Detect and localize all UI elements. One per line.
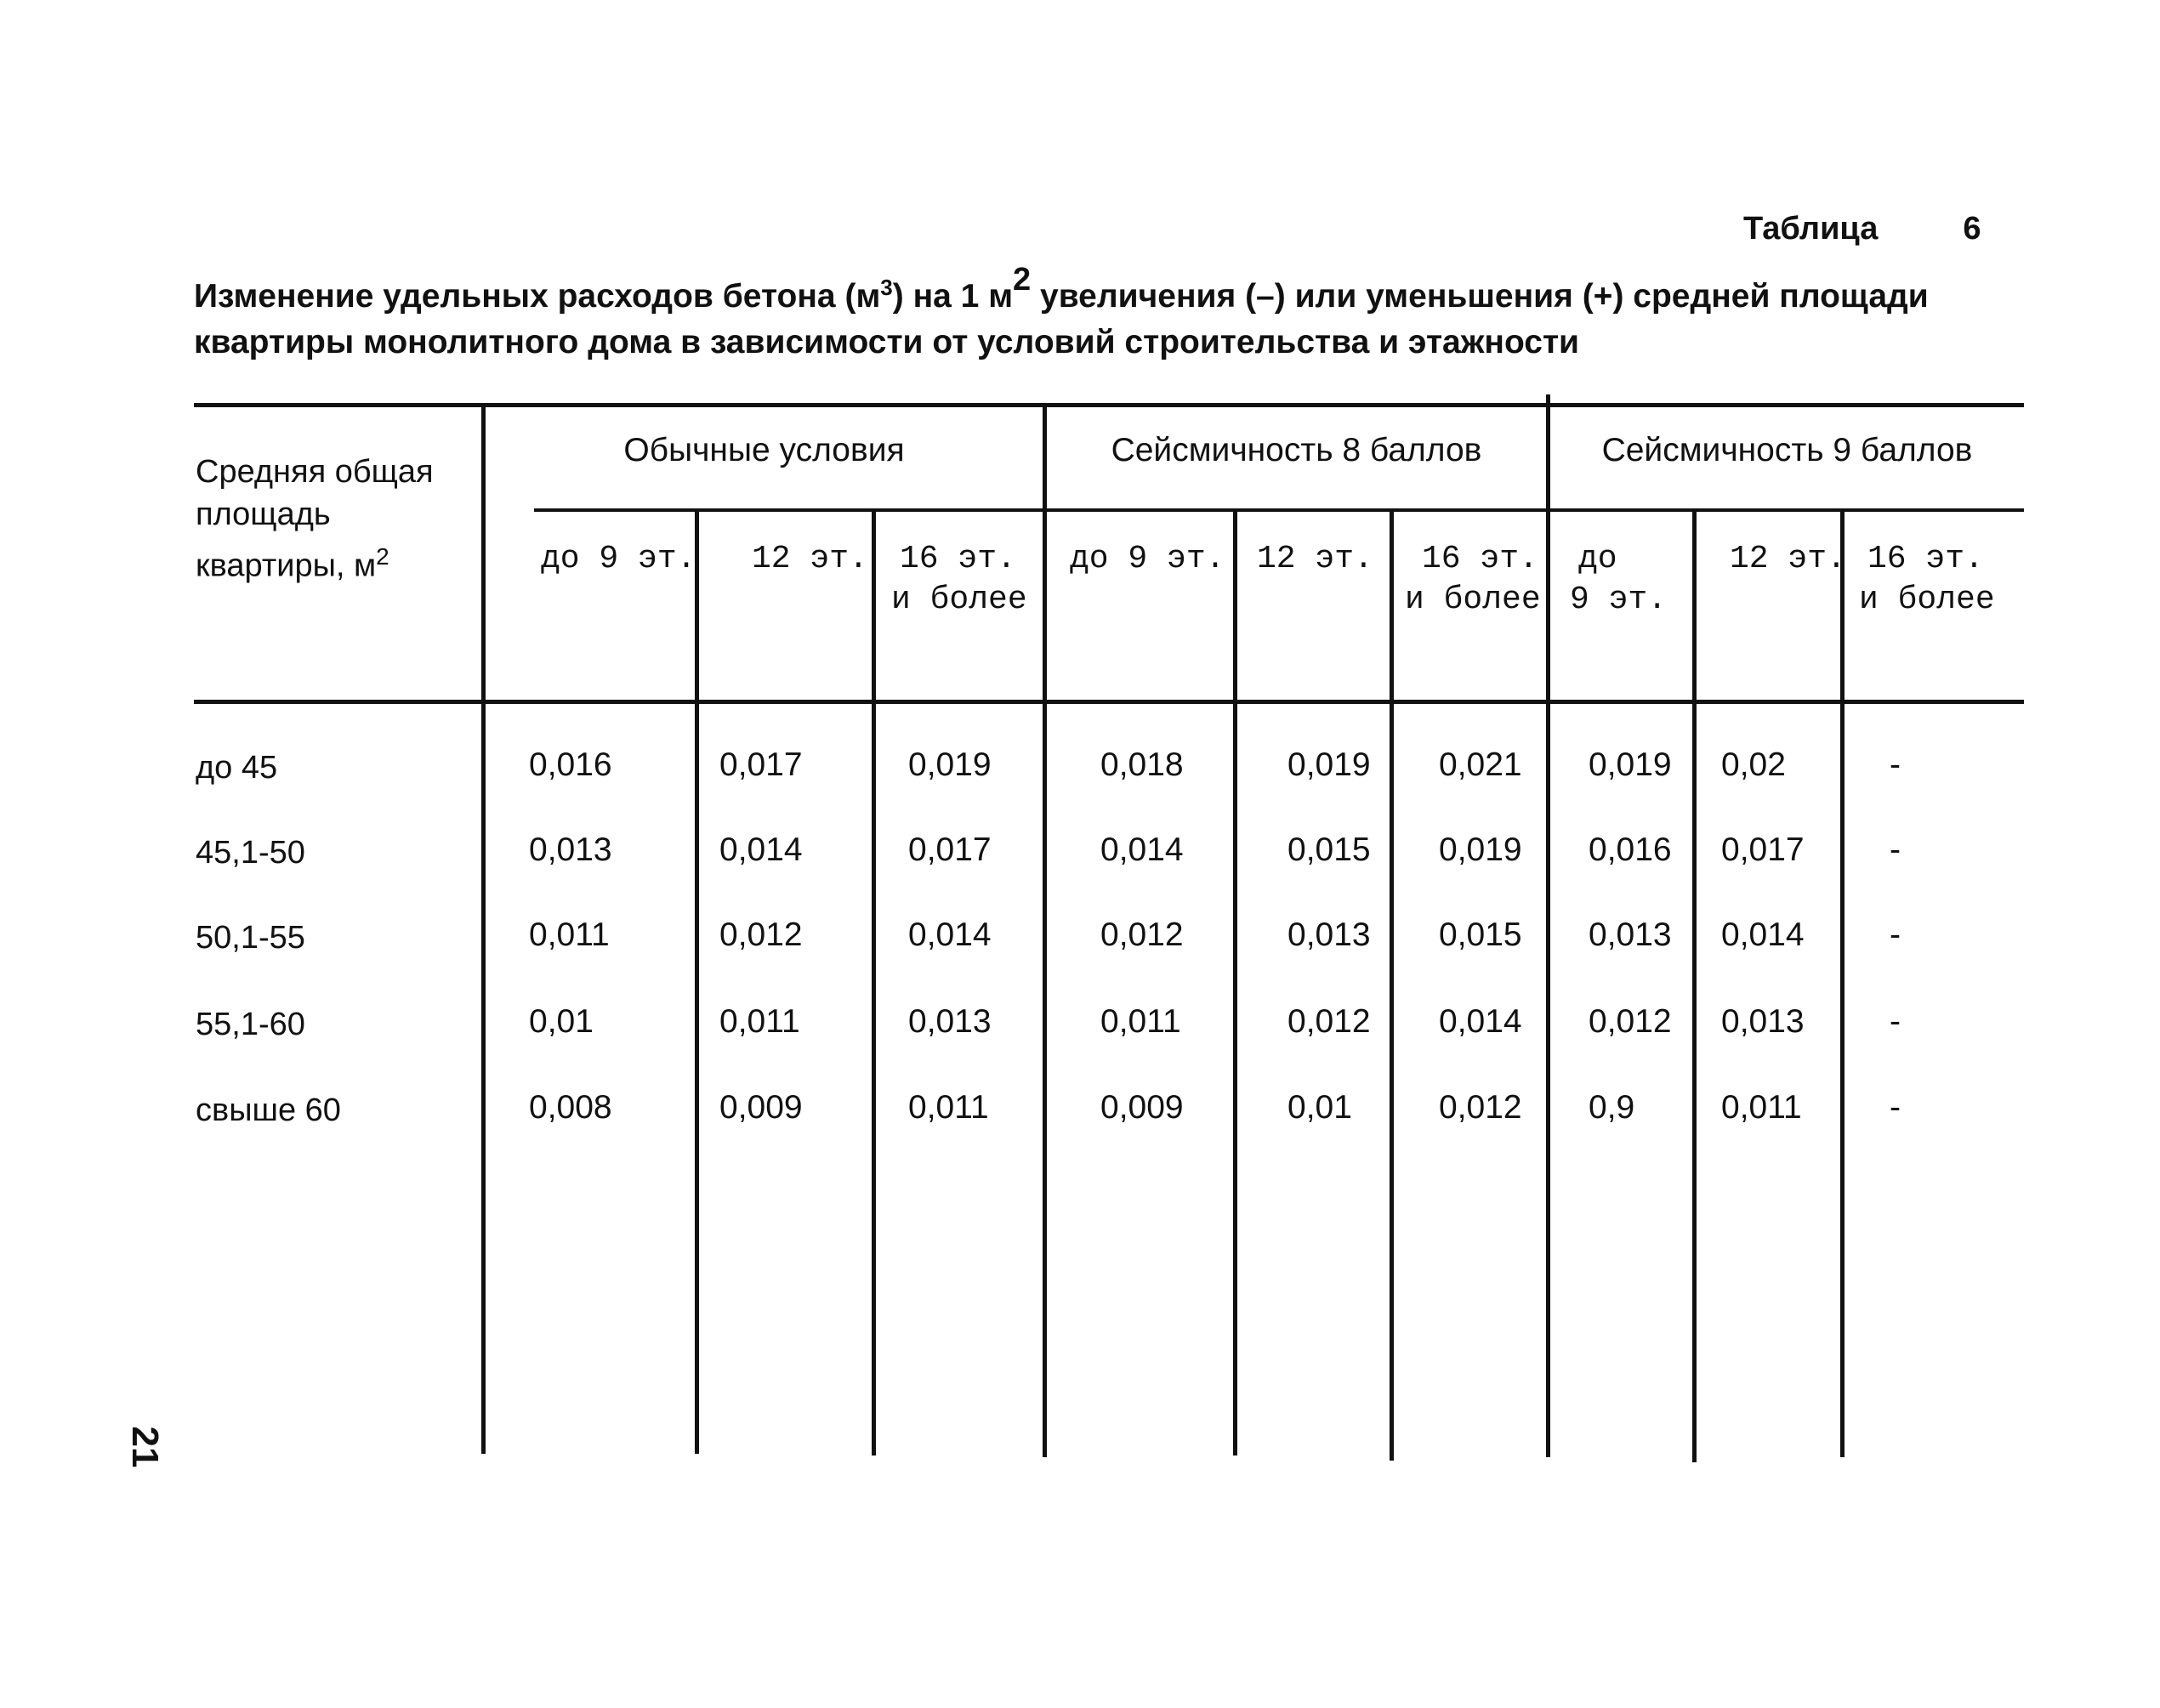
table-cell: 0,014 xyxy=(1721,916,1805,953)
table-cell: 0,013 xyxy=(1287,916,1371,953)
table-cell: 0,01 xyxy=(1287,1089,1352,1126)
group-header-rule xyxy=(534,508,2024,512)
table-cell: 0,01 xyxy=(529,1003,594,1040)
col-rule-7 xyxy=(1692,512,1697,1462)
table-cell: 0,009 xyxy=(719,1089,803,1126)
table-cell: 0,016 xyxy=(529,746,612,783)
table-cell: - xyxy=(1890,746,1901,783)
table-cell: - xyxy=(1890,831,1901,868)
table-cell: - xyxy=(1890,1089,1901,1126)
subheader-normal-16: 16 эт. и более xyxy=(891,541,1027,618)
table-cell: 0,012 xyxy=(1100,916,1184,953)
table-label xyxy=(1743,211,1981,247)
table-cell: 0,015 xyxy=(1287,831,1371,868)
table-cell: 0,014 xyxy=(1100,831,1184,868)
row-area-label: 50,1-55 xyxy=(196,920,305,956)
table-cell: 0,021 xyxy=(1439,746,1522,783)
table-cell: 0,013 xyxy=(908,1003,992,1040)
table-cell: 0,011 xyxy=(1100,1003,1181,1040)
table-cell: 0,012 xyxy=(1589,1003,1672,1040)
table-cell: 0,011 xyxy=(1721,1089,1802,1126)
table-cell: 0,011 xyxy=(719,1003,800,1040)
group-header-seismic-8: Сейсмичность 8 баллов xyxy=(1111,432,1482,468)
table-cell: 0,015 xyxy=(1439,916,1522,953)
table-cell: 0,019 xyxy=(1589,746,1672,783)
table-label-word: Таблица xyxy=(1743,211,1879,247)
page-number: 21 xyxy=(124,1426,166,1468)
subheader-seismic8-12: 12 эт. xyxy=(1257,541,1373,577)
table-cell: 0,016 xyxy=(1589,831,1672,868)
col-rule-group2 xyxy=(1546,394,1550,1457)
row-area-label: до 45 xyxy=(196,750,278,786)
subheader-seismic9-12: 12 эт. xyxy=(1730,541,1846,577)
row-area-label: 55,1-60 xyxy=(196,1007,305,1042)
table-cell: 0,02 xyxy=(1721,746,1786,783)
col-rule-4 xyxy=(1233,512,1237,1455)
table-cell: 0,014 xyxy=(908,916,992,953)
table-cell: 0,014 xyxy=(1439,1003,1522,1040)
col-rule-1 xyxy=(695,512,699,1454)
table-cell: 0,9 xyxy=(1589,1089,1635,1126)
table-caption: Изменение удельных расходов бетона $(м^3)$ на 1 $м^2$ увеличения (–) или уменьшения (+) средней площади квартиры монолитного дома в зависимости от условий строительства и этажности xyxy=(194,262,1929,360)
row-area-label: свыше 60 xyxy=(196,1092,341,1128)
table-cell: 0,017 xyxy=(908,831,992,868)
table-cell: 0,013 xyxy=(1721,1003,1805,1040)
table-cell: 0,018 xyxy=(1100,746,1184,783)
table-cell: 0,017 xyxy=(1721,831,1805,868)
table-cell: 0,009 xyxy=(1100,1089,1184,1126)
table-cell: 0,011 xyxy=(529,916,610,953)
table-cell: 0,013 xyxy=(529,831,612,868)
subheader-seismic8-9: до 9 эт. xyxy=(1070,541,1225,577)
subheader-normal-12: 12 эт. xyxy=(752,541,868,577)
row-area-label: 45,1-50 xyxy=(196,835,305,871)
col-rule-5 xyxy=(1390,512,1394,1461)
table-cell: 0,017 xyxy=(719,746,803,783)
group-header-normal: Обычные условия xyxy=(623,432,905,468)
col-rule-2 xyxy=(872,512,876,1455)
table-cell: 0,014 xyxy=(719,831,803,868)
subheader-normal-9: до 9 эт. xyxy=(541,541,696,577)
subheader-seismic8-16: 16 эт. и более xyxy=(1405,541,1541,618)
table-cell: - xyxy=(1890,916,1901,953)
table-cell: 0,019 xyxy=(1287,746,1371,783)
col-rule-8 xyxy=(1840,512,1845,1457)
subheader-seismic9-16: 16 эт. и более xyxy=(1859,541,1995,618)
subheader-seismic9-9: до 9 эт. xyxy=(1570,541,1668,618)
table-cell: 0,008 xyxy=(529,1089,612,1126)
table-cell: 0,011 xyxy=(908,1089,989,1126)
stub-header: Средняя общая площадь квартиры, $м^2$ xyxy=(196,454,434,584)
table-cell: 0,019 xyxy=(1439,831,1522,868)
header-bottom-rule xyxy=(194,700,2024,704)
group-header-seismic-9: Сейсмичность 9 баллов xyxy=(1601,432,1973,468)
table-cell: 0,012 xyxy=(719,916,803,953)
table-cell: 0,019 xyxy=(908,746,992,783)
table-cell: - xyxy=(1890,1003,1901,1040)
col-rule-group1 xyxy=(1043,403,1047,1457)
table-cell: 0,012 xyxy=(1287,1003,1371,1040)
table-label-number: 6 xyxy=(1963,211,1981,247)
table-top-rule xyxy=(194,403,2024,407)
table-cell: 0,012 xyxy=(1439,1089,1522,1126)
col-rule-stub xyxy=(481,403,486,1454)
table-cell: 0,013 xyxy=(1589,916,1672,953)
